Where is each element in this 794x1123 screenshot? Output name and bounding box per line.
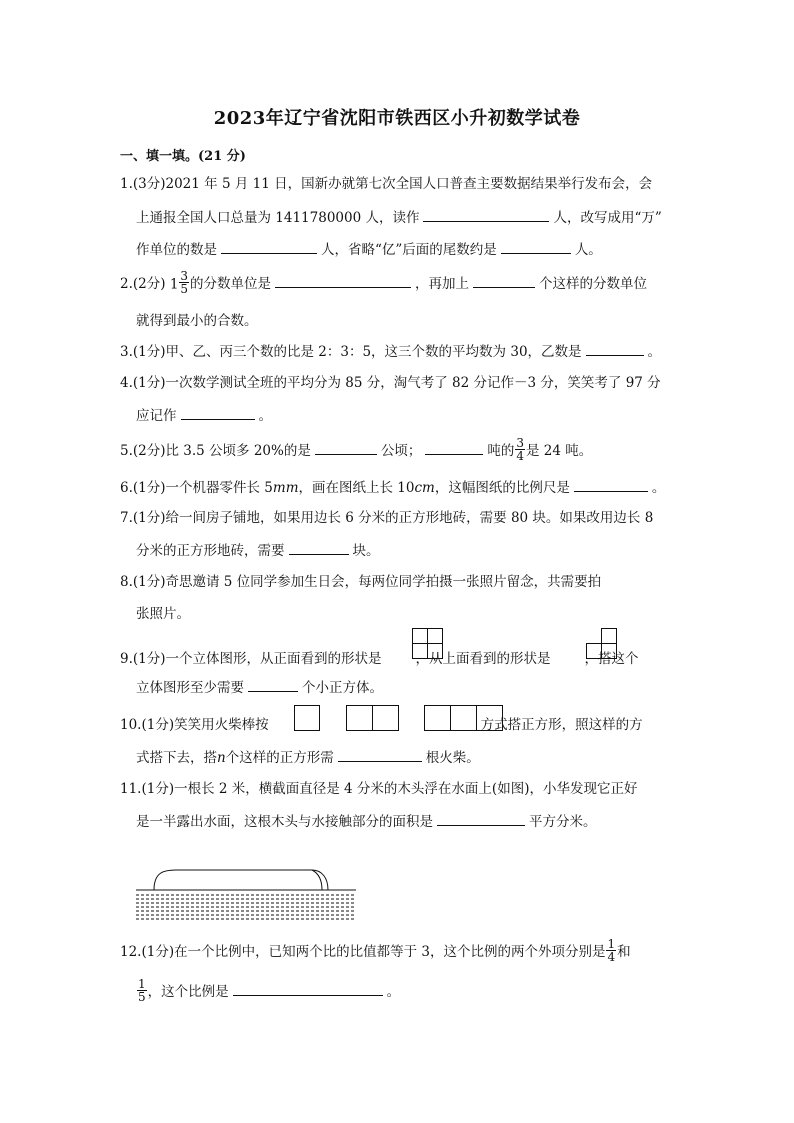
- q9-line-1: 9.(1分)一个立体图形，从正面看到的形状是 ，从上面看到的形状是 ，搭这个: [120, 651, 639, 667]
- q12-blank[interactable]: [233, 981, 383, 996]
- q6-line-1: 6.(1分)一个机器零件长 5mm，画在图纸上长 10cm，这幅图纸的比例尺是 。: [120, 477, 665, 498]
- q4-line-2: 应记作 。: [136, 405, 272, 426]
- q3-line-1: 3.(1分)甲、乙、丙三个数的比是 2：3：5，这三个数的平均数为 30，乙数是 。: [120, 341, 661, 362]
- q4-line-1: 4.(1分)一次数学测试全班的平均分为 85 分，淘气考了 82 分记作－3 分，笑笑考了 97 分: [120, 375, 661, 391]
- q12-fraction-1: $\frac{1}{4}$: [607, 937, 616, 964]
- q1-line-2: 上通报全国人口总量为 1411780000 人，读作 人，改写成用“万”: [136, 207, 662, 228]
- q6-blank[interactable]: [574, 477, 648, 492]
- q5-blank-hectare[interactable]: [315, 440, 377, 455]
- q10-matchstick-figure: [294, 705, 506, 733]
- q1-blank-wan[interactable]: [221, 239, 317, 254]
- q9-line-2: 立体图形至少需要 个小正方体。: [136, 677, 383, 698]
- q3-blank[interactable]: [586, 341, 644, 356]
- q1-line-1: 1.(3分)2021 年 5 月 11 日，国新办就第七次全国人口普查主要数据结果举行发布会，会: [120, 176, 653, 192]
- q8-line-2: 张照片。: [136, 606, 190, 622]
- q7-blank[interactable]: [289, 540, 349, 555]
- q2-blank-count[interactable]: [473, 273, 535, 288]
- q10-line-1: 10.(1分)笑笑用火柴棒按 方式搭正方形，照这样的方: [120, 717, 643, 733]
- q11-line-1: 11.(1分)一根长 2 米，横截面直径是 4 分米的木头浮在水面上(如图)，小华发现它正好: [120, 781, 638, 797]
- q7-line-2: 分米的正方形地砖，需要 块。: [136, 540, 380, 561]
- q9-front-view-figure: [412, 628, 444, 660]
- q10-blank[interactable]: [338, 747, 422, 762]
- q7-line-1: 7.(1分)给一间房子铺地，如果用边长 6 分米的正方形地砖，需要 80 块。如果改用边长 8: [120, 510, 654, 526]
- q8-line-1: 8.(1分)奇思邀请 5 位同学参加生日会，每两位同学拍摄一张照片留念，共需要拍: [120, 574, 602, 590]
- section-heading: 一、填一填。(21 分): [120, 149, 246, 164]
- q2-fraction: $\frac{3}{5}$: [180, 269, 189, 296]
- q5-line-1: 5.(2分)比 3.5 公顷多 20%的是 公顷； 吨的 $\frac{3}{4}$ 是 24 吨。: [120, 436, 593, 463]
- q5-blank-ton[interactable]: [425, 440, 483, 455]
- q12-fraction-2: $\frac{1}{5}$: [138, 977, 146, 1004]
- q1-line-3: 作单位的数是 人，省略“亿”后面的尾数约是 人。: [136, 239, 602, 260]
- q11-blank[interactable]: [437, 811, 525, 826]
- q9-blank[interactable]: [248, 677, 298, 692]
- q1-blank-read[interactable]: [423, 207, 549, 222]
- q2-line-2: 就得到最小的合数。: [136, 313, 258, 329]
- q5-fraction: $\frac{3}{4}$: [516, 436, 524, 463]
- q4-blank[interactable]: [181, 405, 255, 420]
- q11-line-2: 是一半露出水面，这根木头与水接触部分的面积是 平方分米。: [136, 811, 597, 832]
- q2-line-1: 2.(2分) 1 $\frac{3}{5}$ 的分数单位是 ，再加上 个这样的分数单位: [120, 269, 648, 296]
- q1-blank-yi[interactable]: [501, 239, 571, 254]
- q12-line-2: $\frac{1}{5}$ ，这个比例是 。: [138, 977, 401, 1004]
- q2-mixed-integer: 1: [169, 276, 179, 293]
- q12-line-1: 12.(1分)在一个比例中，已知两个比的比值都等于 3，这个比例的两个外项分别是 $\frac{1}{4}$ 和: [120, 937, 631, 964]
- q9-top-view-figure: [586, 628, 618, 660]
- q11-floating-log-figure: [136, 862, 358, 924]
- exam-title: 2023年辽宁省沈阳市铁西区小升初数学试卷: [213, 108, 581, 129]
- q2-blank-unit[interactable]: [275, 273, 411, 288]
- q10-line-2: 式搭下去，搭n个这样的正方形需 根火柴。: [136, 747, 480, 768]
